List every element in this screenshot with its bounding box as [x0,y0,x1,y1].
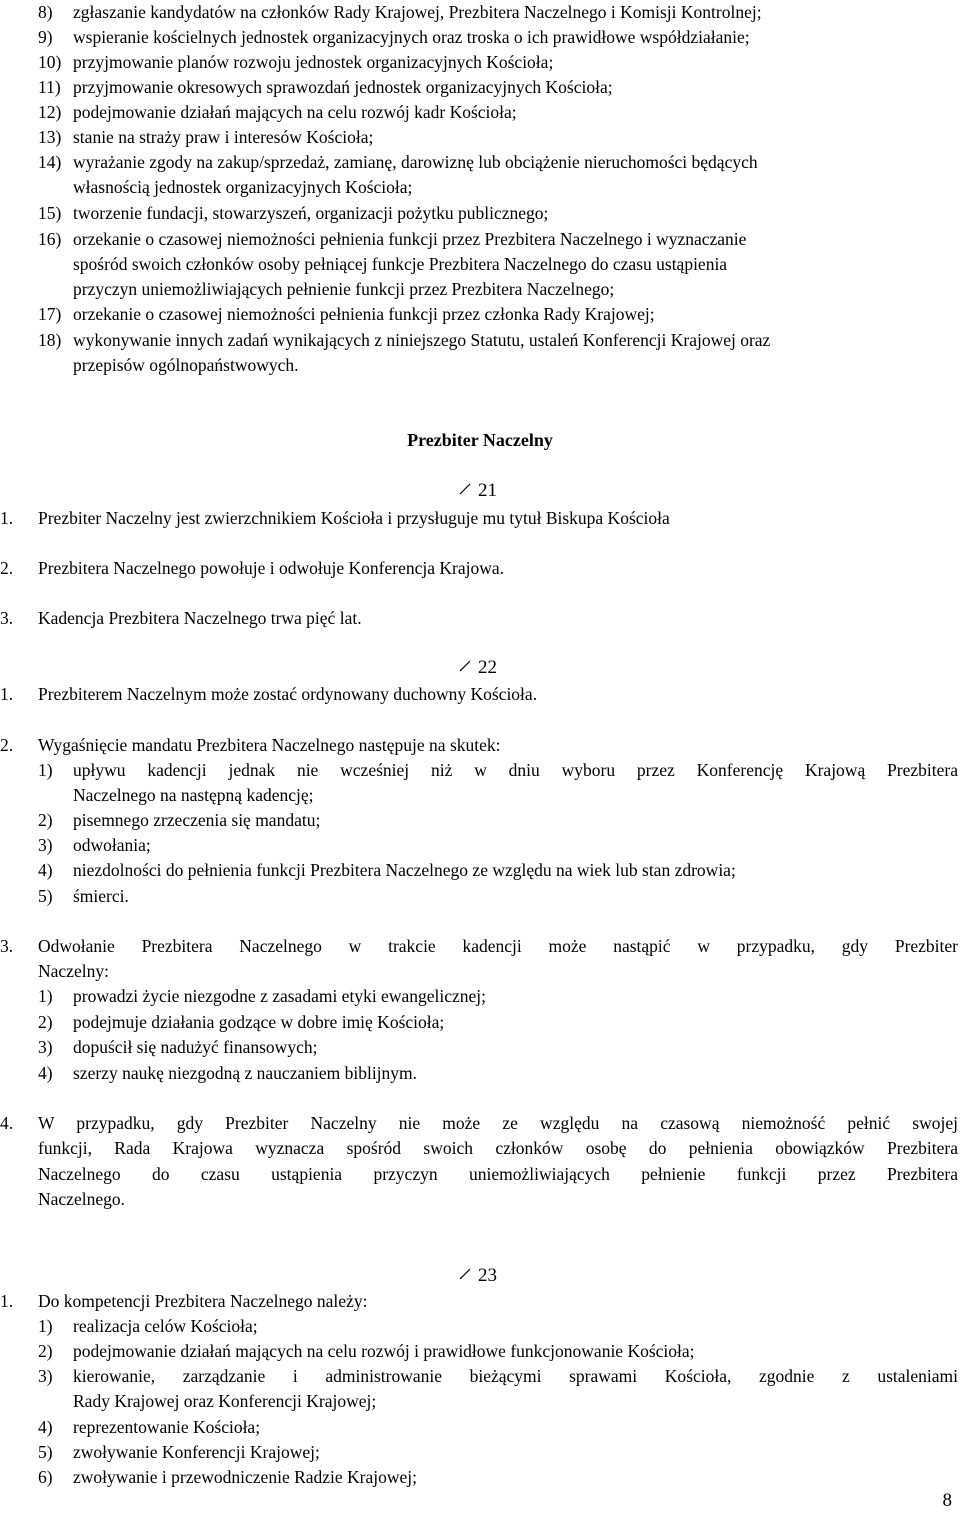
sub-item-text: zwoływanie Konferencji Krajowej; [73,1442,320,1462]
sub-item-number: 3) [38,1037,53,1057]
item-text-line: W przypadku, gdy Prezbiter Naczelny nie może ze względu na czasową niemożność pełnić swojej [38,1113,958,1133]
list-item-text: przyjmowanie planów rozwoju jednostek organizacyjnych Kościoła; [73,52,554,72]
list-item-text: zgłaszanie kandydatów na członków Rady Krajowej, Prezbitera Naczelnego i Komisji Kontrolnej; [73,2,762,22]
sub-item-number: 4) [38,1417,53,1437]
sub-item-text: pisemnego zrzeczenia się mandatu; [73,810,321,830]
sub-item-number: 5) [38,1442,53,1462]
list-item-number: 10) [38,52,62,72]
sub-item-text: śmierci. [73,886,129,906]
section-sign-icon [458,480,474,496]
sub-item-text: odwołania; [73,835,151,855]
list-item-text: wspieranie kościelnych jednostek organizacyjnych oraz troska o ich prawidłowe współdziałanie; [73,27,750,47]
sub-item-text: kierowanie, zarządzanie i administrowanie bieżącymi sprawami Kościoła, zgodnie z ustaleniami [73,1366,958,1386]
list-item-number: 11) [38,77,61,97]
list-item-continuation: przepisów ogólnopaństwowych. [73,355,299,375]
item-number: 4. [0,1113,14,1133]
list-item-number: 18) [38,330,62,350]
sub-item-number: 2) [38,1012,53,1032]
sub-item-text: realizacja celów Kościoła; [73,1316,258,1336]
sub-item-number: 3) [38,835,53,855]
page-number: 8 [942,1490,952,1511]
sub-item-number: 3) [38,1366,53,1386]
sub-item-text: podejmuje działania godzące w dobre imię Kościoła; [73,1012,445,1032]
item-number: 2. [0,558,14,578]
list-item-text: wyrażanie zgody na zakup/sprzedaż, zamianę, darowiznę lub obciążenie nieruchomości będących [73,152,758,172]
list-item-continuation: przyczyn uniemożliwiających pełnienie funkcji przez Prezbitera Naczelnego; [73,279,615,299]
item-text-line: Naczelnego. [38,1189,125,1209]
sub-item-text: upływu kadencji jednak nie wcześniej niż w dniu wyboru przez Konferencję Krajową Prezbitera [73,760,958,780]
list-item-text: orzekanie o czasowej niemożności pełnienia funkcji przez Prezbitera Naczelnego i wyznaczanie [73,229,747,249]
list-item-text: stanie na straży praw i interesów Kościoła; [73,127,374,147]
sub-item-text: niezdolności do pełnienia funkcji Prezbitera Naczelnego ze względu na wiek lub stan zdrowia; [73,860,736,880]
item-text: Do kompetencji Prezbitera Naczelnego należy: [38,1291,368,1311]
list-item-continuation: własnością jednostek organizacyjnych Kościoła; [73,177,413,197]
list-item-number: 12) [38,102,62,122]
paragraph-number: 23 [478,1265,497,1286]
list-item-text: tworzenie fundacji, stowarzyszeń, organizacji pożytku publicznego; [73,203,549,223]
sub-item-number: 4) [38,860,53,880]
sub-item-number: 4) [38,1063,53,1083]
sub-item-number: 6) [38,1467,53,1487]
sub-item-text: podejmowanie działań mających na celu rozwój i prawidłowe funkcjonowanie Kościoła; [73,1341,695,1361]
sub-item-text: zwoływanie i przewodniczenie Radzie Krajowej; [73,1467,418,1487]
list-item-number: 13) [38,127,62,147]
sub-item-number: 2) [38,810,53,830]
list-item-number: 16) [38,229,62,249]
item-text: Prezbiterem Naczelnym może zostać ordynowany duchowny Kościoła. [38,684,538,704]
sub-item-continuation: Naczelnego na następną kadencję; [73,785,314,805]
sub-item-number: 1) [38,1316,53,1336]
item-text: Prezbitera Naczelnego powołuje i odwołuje Konferencja Krajowa. [38,558,504,578]
paragraph-number: 22 [478,657,497,678]
sub-item-number: 1) [38,760,53,780]
item-text: Wygaśnięcie mandatu Prezbitera Naczelnego następuje na skutek: [38,735,501,755]
list-item-number: 17) [38,304,62,324]
list-item-text: podejmowanie działań mających na celu rozwój kadr Kościoła; [73,102,517,122]
sub-item-continuation: Rady Krajowej oraz Konferencji Krajowej; [73,1391,377,1411]
list-item-text: przyjmowanie okresowych sprawozdań jednostek organizacyjnych Kościoła; [73,77,613,97]
item-text: Kadencja Prezbitera Naczelnego trwa pięć lat. [38,608,362,628]
paragraph-number: 21 [478,480,497,501]
item-text: Prezbiter Naczelny jest zwierzchnikiem Kościoła i przysługuje mu tytuł Biskupa Kościoła [38,508,670,528]
paragraph-mark [458,657,497,679]
sub-item-number: 5) [38,886,53,906]
item-continuation: Naczelny: [38,961,109,981]
sub-item-text: prowadzi życie niezgodne z zasadami etyki ewangelicznej; [73,986,486,1006]
sub-item-text: reprezentowanie Kościoła; [73,1417,261,1437]
item-number: 2. [0,735,14,755]
list-item-number: 9) [38,27,53,47]
paragraph-mark [458,1265,497,1287]
item-number: 1. [0,508,14,528]
list-item-number: 8) [38,2,53,22]
section-sign-icon [458,1265,474,1281]
list-item-text: wykonywanie innych zadań wynikających z niniejszego Statutu, ustaleń Konferencji Krajowej oraz [73,330,771,350]
item-number: 1. [0,684,14,704]
list-item-number: 15) [38,203,62,223]
sub-item-number: 2) [38,1341,53,1361]
list-item-text: orzekanie o czasowej niemożności pełnienia funkcji przez członka Rady Krajowej; [73,304,655,324]
item-number: 1. [0,1291,14,1311]
sub-item-text: szerzy naukę niezgodną z nauczaniem biblijnym. [73,1063,418,1083]
sub-item-text: dopuścił się nadużyć finansowych; [73,1037,318,1057]
section-heading: Prezbiter Naczelny [407,430,553,450]
item-number: 3. [0,608,14,628]
list-item-continuation: spośród swoich członków osoby pełniącej funkcje Prezbitera Naczelnego do czasu ustąpienia [73,254,728,274]
item-number: 3. [0,936,14,956]
sub-item-number: 1) [38,986,53,1006]
section-sign-icon [458,657,474,673]
item-text-line: Naczelnego do czasu ustąpienia przyczyn uniemożliwiających pełnienie funkcji przez Prezbitera [38,1164,958,1184]
paragraph-mark [458,480,497,502]
item-text-line: funkcji, Rada Krajowa wyznacza spośród swoich członków osobę do pełnienia obowiązków Prezbitera [38,1138,958,1158]
item-text: Odwołanie Prezbitera Naczelnego w trakcie kadencji może nastąpić w przypadku, gdy Prezbiter [38,936,958,956]
list-item-number: 14) [38,152,62,172]
